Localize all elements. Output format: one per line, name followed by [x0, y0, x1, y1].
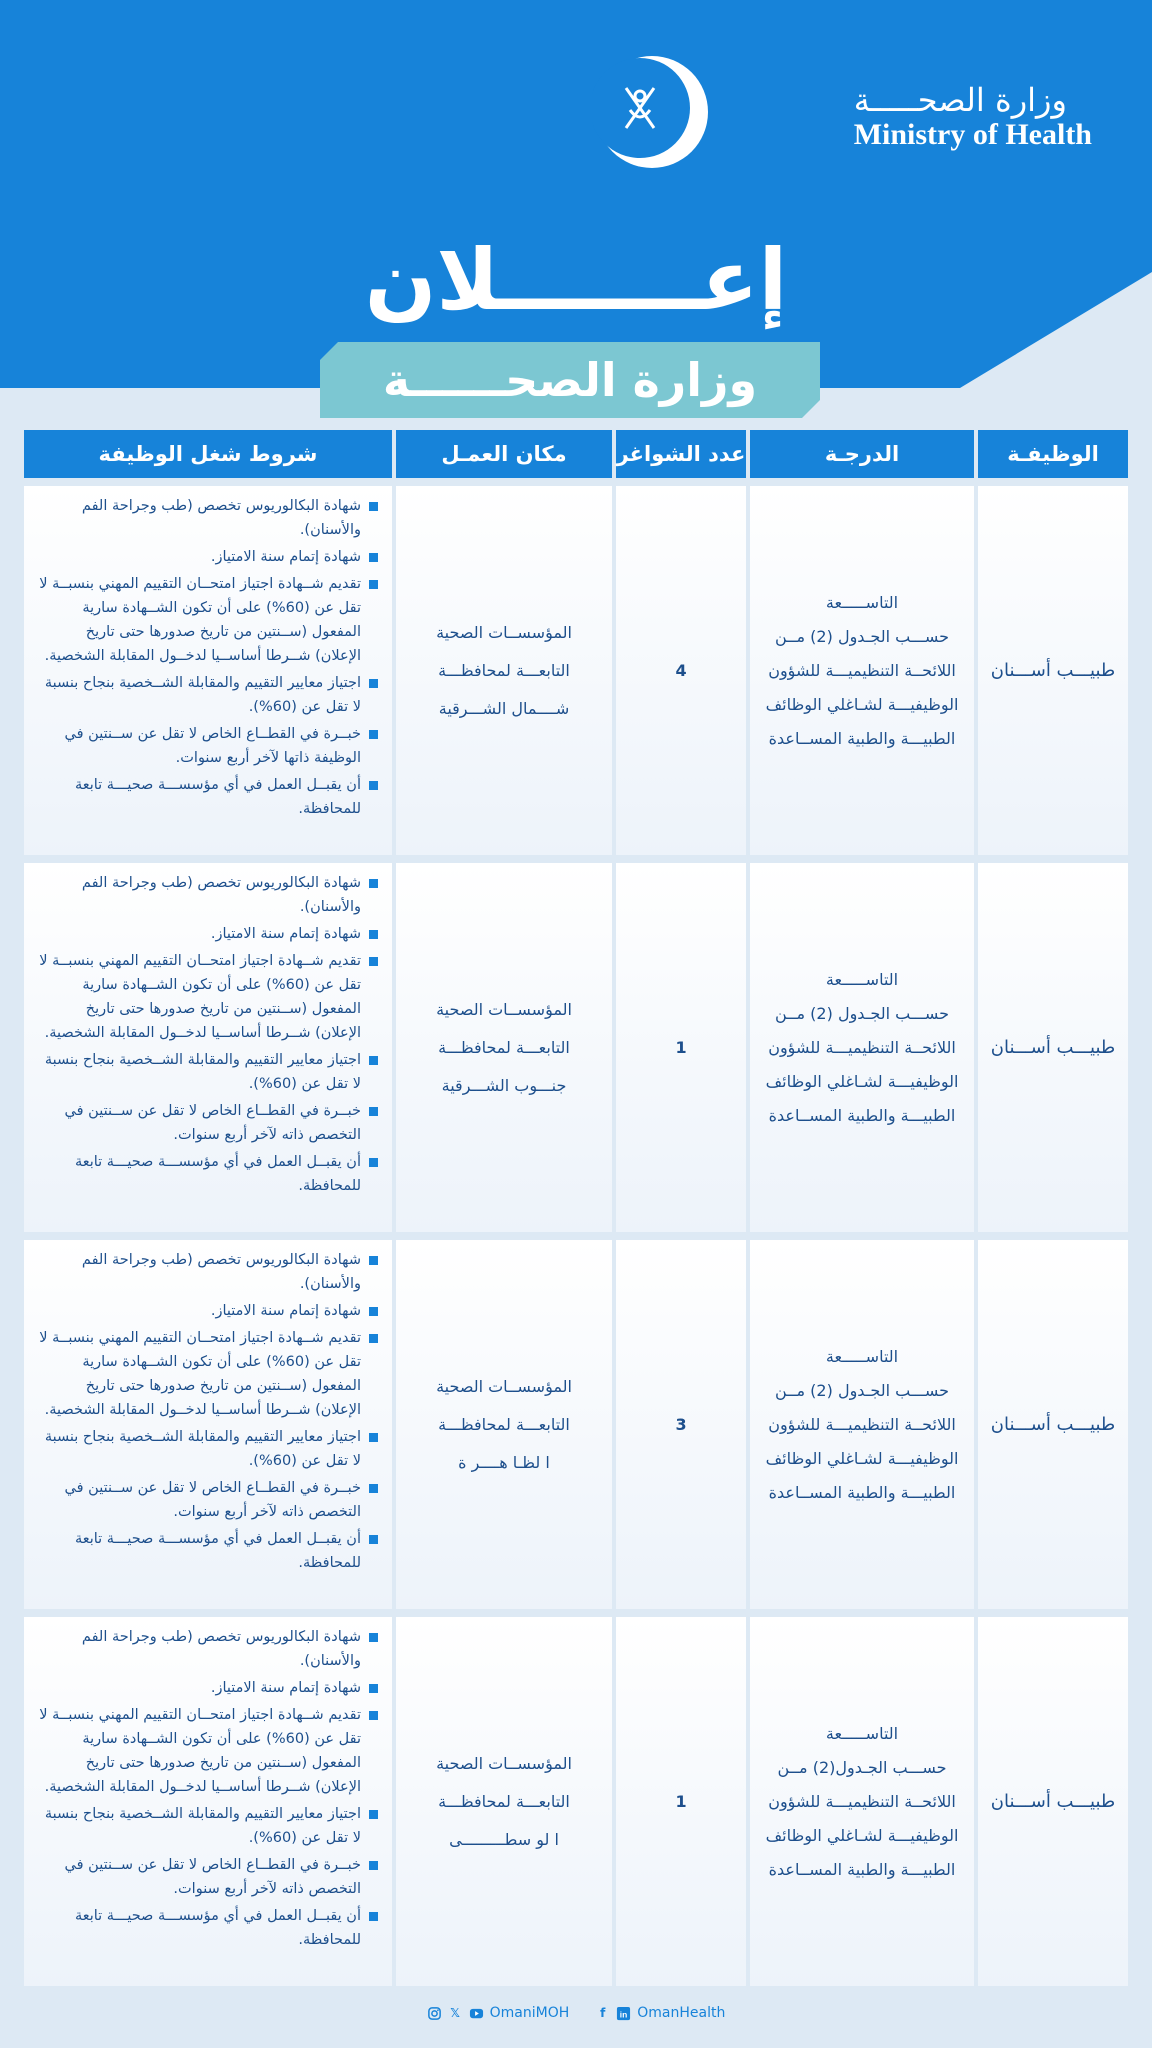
linkedin-icon[interactable] [616, 2006, 631, 2021]
condition-text: تقديم شــهادة اجتياز امتحــان التقييم المهني بنسبــة لا تقل عن (60%) على أن تكون الشــهادة سارية المفعول (ســنتين من تاريخ صدورها حتى تاريخ الإعلان) شــرطا أساســيا لدخــول المقابلة الشخصية. [39, 953, 361, 1041]
cell-grade [750, 1240, 974, 1609]
column-header-conditions: شروط شغل الوظيفة [24, 430, 392, 478]
column-header-job: الوظيفـة [978, 430, 1128, 478]
workplace-line: المؤسســات الصحية [436, 622, 572, 642]
grade-line: الوظيفيـــة لشـاغلي الوظائف [765, 694, 959, 714]
square-bullet-icon [369, 679, 378, 688]
square-bullet-icon [369, 1256, 378, 1265]
youtube-icon[interactable] [469, 2006, 484, 2021]
cell-grade [750, 486, 974, 855]
grade-line: التاســـــعة [825, 969, 899, 989]
logo-arabic-text: وزارة الصحـــــة [853, 80, 1067, 119]
grade-line: حســـب الجـدول(2) مــن [777, 1757, 947, 1777]
handle-omanimoh[interactable]: OmaniMOH [489, 2005, 570, 2021]
condition-text: تقديم شــهادة اجتياز امتحــان التقييم المهني بنسبــة لا تقل عن (60%) على أن تكون الشــهادة سارية المفعول (ســنتين من تاريخ صدورها حتى تاريخ الإعلان) شــرطا أساســيا لدخــول المقابلة الشخصية. [39, 576, 361, 664]
square-bullet-icon [369, 580, 378, 589]
grade-line: اللائحــة التنظيميـــة للشؤون [768, 660, 956, 680]
crescent-emblem-icon [592, 52, 712, 172]
condition-text: شهادة البكالوريوس تخصص (طب وجراحة الفم والأسنان). [81, 498, 361, 538]
page-title: إعـــــــلان [364, 231, 788, 329]
square-bullet-icon [369, 1484, 378, 1493]
grade-line: حســـب الجـدول (2) مــن [774, 1003, 950, 1023]
x-icon[interactable]: 𝕏 [450, 2006, 460, 2020]
cell-job-title: طبيـــب أســـنان [978, 863, 1128, 1232]
workplace-line: ا لو سطـــــــــى [449, 1829, 559, 1849]
cell-vacancy-count: 4 [616, 486, 746, 855]
square-bullet-icon [369, 1056, 378, 1065]
condition-text: تقديم شــهادة اجتياز امتحــان التقييم المهني بنسبــة لا تقل عن (60%) على أن تكون الشــهادة سارية المفعول (ســنتين من تاريخ صدورها حتى تاريخ الإعلان) شــرطا أساســيا لدخــول المقابلة الشخصية. [39, 1707, 361, 1795]
cell-conditions [24, 486, 392, 855]
square-bullet-icon [369, 879, 378, 888]
square-bullet-icon [369, 957, 378, 966]
square-bullet-icon [369, 1810, 378, 1819]
column-header-place: مكان العمـل [396, 430, 612, 478]
cell-job-title: طبيـــب أســـنان [978, 1240, 1128, 1609]
condition-text: أن يقبــل العمل في أي مؤسســـة صحيـــة تابعة للمحافظة. [74, 1908, 361, 1948]
square-bullet-icon [369, 1633, 378, 1642]
condition-item [36, 1802, 378, 1850]
workplace-line: جنـــوب الشـــرقية [441, 1075, 567, 1095]
cell-vacancy-count: 1 [616, 1617, 746, 1986]
condition-item [36, 871, 378, 919]
grade-line: الوظيفيـــة لشـاغلي الوظائف [765, 1071, 959, 1091]
cell-job-title: طبيـــب أســـنان [978, 486, 1128, 855]
workplace-line: ا لظـا هــــر ة [458, 1452, 550, 1472]
condition-text: اجتياز معايير التقييم والمقابلة الشــخصية بنجاح بنسبة لا تقل عن (60%). [44, 675, 361, 715]
cell-vacancy-count: 1 [616, 863, 746, 1232]
grade-line: اللائحــة التنظيميـــة للشؤون [768, 1414, 956, 1434]
table-row [24, 486, 1128, 855]
square-bullet-icon [369, 502, 378, 511]
square-bullet-icon [369, 1334, 378, 1343]
cell-workplace [396, 486, 612, 855]
cell-workplace [396, 1240, 612, 1609]
square-bullet-icon [369, 1535, 378, 1544]
condition-text: شهادة البكالوريوس تخصص (طب وجراحة الفم والأسنان). [81, 875, 361, 915]
condition-item [36, 494, 378, 542]
grade-line: الطبيـــة والطبية المســاعدة [768, 1859, 956, 1879]
condition-item [36, 1703, 378, 1799]
grade-line: اللائحــة التنظيميـــة للشؤون [768, 1791, 956, 1811]
condition-item [36, 1150, 378, 1198]
cell-workplace [396, 1617, 612, 1986]
grade-line: الطبيـــة والطبية المســاعدة [768, 1482, 956, 1502]
vacancies-table [24, 430, 1128, 1994]
condition-item [36, 1299, 378, 1323]
grade-line: الوظيفيـــة لشـاغلي الوظائف [765, 1448, 959, 1468]
condition-text: شهادة إتمام سنة الامتياز. [210, 1680, 361, 1696]
grade-line: حســـب الجـدول (2) مــن [774, 626, 950, 646]
workplace-line: شــــمال الشـــرقية [438, 698, 570, 718]
cell-grade [750, 863, 974, 1232]
cell-conditions [24, 1617, 392, 1986]
workplace-line: التابعـــة لمحافظـــة [438, 1791, 570, 1811]
condition-item [36, 545, 378, 569]
condition-item [36, 1248, 378, 1296]
condition-item [36, 949, 378, 1045]
page-subtitle: وزارة الصحــــــة [382, 353, 758, 407]
condition-text: شهادة البكالوريوس تخصص (طب وجراحة الفم والأسنان). [81, 1629, 361, 1669]
condition-item [36, 1676, 378, 1700]
instagram-icon[interactable] [427, 2006, 442, 2021]
condition-text: خبــرة في القطــاع الخاص لا تقل عن ســنتين في التخصص ذاته لآخر أربع سنوات. [64, 1480, 361, 1520]
handle-omanhealth[interactable]: OmanHealth [637, 2005, 726, 2021]
grade-line: حســـب الجـدول (2) مــن [774, 1380, 950, 1400]
square-bullet-icon [369, 930, 378, 939]
table-body [24, 486, 1128, 1986]
condition-text: خبــرة في القطــاع الخاص لا تقل عن ســنتين في الوظيفة ذاتها لآخر أربع سنوات. [64, 726, 361, 766]
condition-item [36, 1425, 378, 1473]
square-bullet-icon [369, 1158, 378, 1167]
square-bullet-icon [369, 1307, 378, 1316]
grade-line: التاســـــعة [825, 1346, 899, 1366]
social-group-2 [595, 2005, 725, 2021]
square-bullet-icon [369, 1107, 378, 1116]
workplace-line: التابعـــة لمحافظـــة [438, 1414, 570, 1434]
condition-text: اجتياز معايير التقييم والمقابلة الشــخصية بنجاح بنسبة لا تقل عن (60%). [44, 1806, 361, 1846]
svg-text:in: in [620, 2008, 628, 2019]
table-row [24, 1240, 1128, 1609]
grade-line: التاســـــعة [825, 592, 899, 612]
condition-item [36, 773, 378, 821]
condition-item [36, 1625, 378, 1673]
grade-line: الوظيفيـــة لشـاغلي الوظائف [765, 1825, 959, 1845]
workplace-line: المؤسســات الصحية [436, 1753, 572, 1773]
condition-item [36, 722, 378, 770]
workplace-line: التابعـــة لمحافظـــة [438, 660, 570, 680]
condition-item [36, 671, 378, 719]
social-group-1 [427, 2005, 570, 2021]
condition-text: تقديم شــهادة اجتياز امتحــان التقييم المهني بنسبــة لا تقل عن (60%) على أن تكون الشــهادة سارية المفعول (ســنتين من تاريخ صدورها حتى تاريخ الإعلان) شــرطا أساســيا لدخــول المقابلة الشخصية. [39, 1330, 361, 1418]
grade-line: الطبيـــة والطبية المســاعدة [768, 728, 956, 748]
workplace-line: المؤسســات الصحية [436, 999, 572, 1019]
square-bullet-icon [369, 1711, 378, 1720]
condition-item [36, 922, 378, 946]
cell-job-title: طبيـــب أســـنان [978, 1617, 1128, 1986]
grade-line: اللائحــة التنظيميـــة للشؤون [768, 1037, 956, 1057]
condition-item [36, 572, 378, 668]
grade-line: الطبيـــة والطبية المســاعدة [768, 1105, 956, 1125]
ministry-logo [592, 52, 1092, 182]
square-bullet-icon [369, 1684, 378, 1693]
table-row [24, 863, 1128, 1232]
footer-social [0, 1998, 1152, 2028]
condition-item [36, 1853, 378, 1901]
condition-item [36, 1099, 378, 1147]
facebook-icon[interactable]: f [600, 2006, 606, 2020]
condition-text: شهادة إتمام سنة الامتياز. [210, 549, 361, 565]
condition-item [36, 1048, 378, 1096]
cell-conditions [24, 863, 392, 1232]
condition-item [36, 1527, 378, 1575]
logo-english-text: Ministry of Health [853, 118, 1092, 152]
cell-workplace [396, 863, 612, 1232]
square-bullet-icon [369, 553, 378, 562]
condition-text: خبــرة في القطــاع الخاص لا تقل عن ســنتين في التخصص ذاته لآخر أربع سنوات. [64, 1857, 361, 1897]
table-row [24, 1617, 1128, 1986]
condition-text: شهادة إتمام سنة الامتياز. [210, 926, 361, 942]
square-bullet-icon [369, 1433, 378, 1442]
condition-text: أن يقبــل العمل في أي مؤسســـة صحيـــة تابعة للمحافظة. [74, 1154, 361, 1194]
condition-text: أن يقبــل العمل في أي مؤسســـة صحيـــة تابعة للمحافظة. [74, 777, 361, 817]
workplace-line: المؤسســات الصحية [436, 1376, 572, 1396]
column-header-count: عدد الشواغر [616, 430, 746, 478]
condition-text: اجتياز معايير التقييم والمقابلة الشــخصية بنجاح بنسبة لا تقل عن (60%). [44, 1052, 361, 1092]
square-bullet-icon [369, 730, 378, 739]
cell-vacancy-count: 3 [616, 1240, 746, 1609]
cell-grade [750, 1617, 974, 1986]
condition-text: شهادة إتمام سنة الامتياز. [210, 1303, 361, 1319]
square-bullet-icon [369, 781, 378, 790]
condition-text: خبــرة في القطــاع الخاص لا تقل عن ســنتين في التخصص ذاته لآخر أربع سنوات. [64, 1103, 361, 1143]
column-header-grade: الدرجـة [750, 430, 974, 478]
condition-text: شهادة البكالوريوس تخصص (طب وجراحة الفم والأسنان). [81, 1252, 361, 1292]
condition-text: أن يقبــل العمل في أي مؤسســـة صحيـــة تابعة للمحافظة. [74, 1531, 361, 1571]
table-header [24, 430, 1128, 478]
condition-text: اجتياز معايير التقييم والمقابلة الشــخصية بنجاح بنسبة لا تقل عن (60%). [44, 1429, 361, 1469]
header-banner [0, 0, 1152, 400]
grade-line: التاســـــعة [825, 1723, 899, 1743]
condition-item [36, 1476, 378, 1524]
workplace-line: التابعـــة لمحافظـــة [438, 1037, 570, 1057]
cell-conditions [24, 1240, 392, 1609]
square-bullet-icon [369, 1861, 378, 1870]
condition-item [36, 1326, 378, 1422]
condition-item [36, 1904, 378, 1952]
square-bullet-icon [369, 1912, 378, 1921]
